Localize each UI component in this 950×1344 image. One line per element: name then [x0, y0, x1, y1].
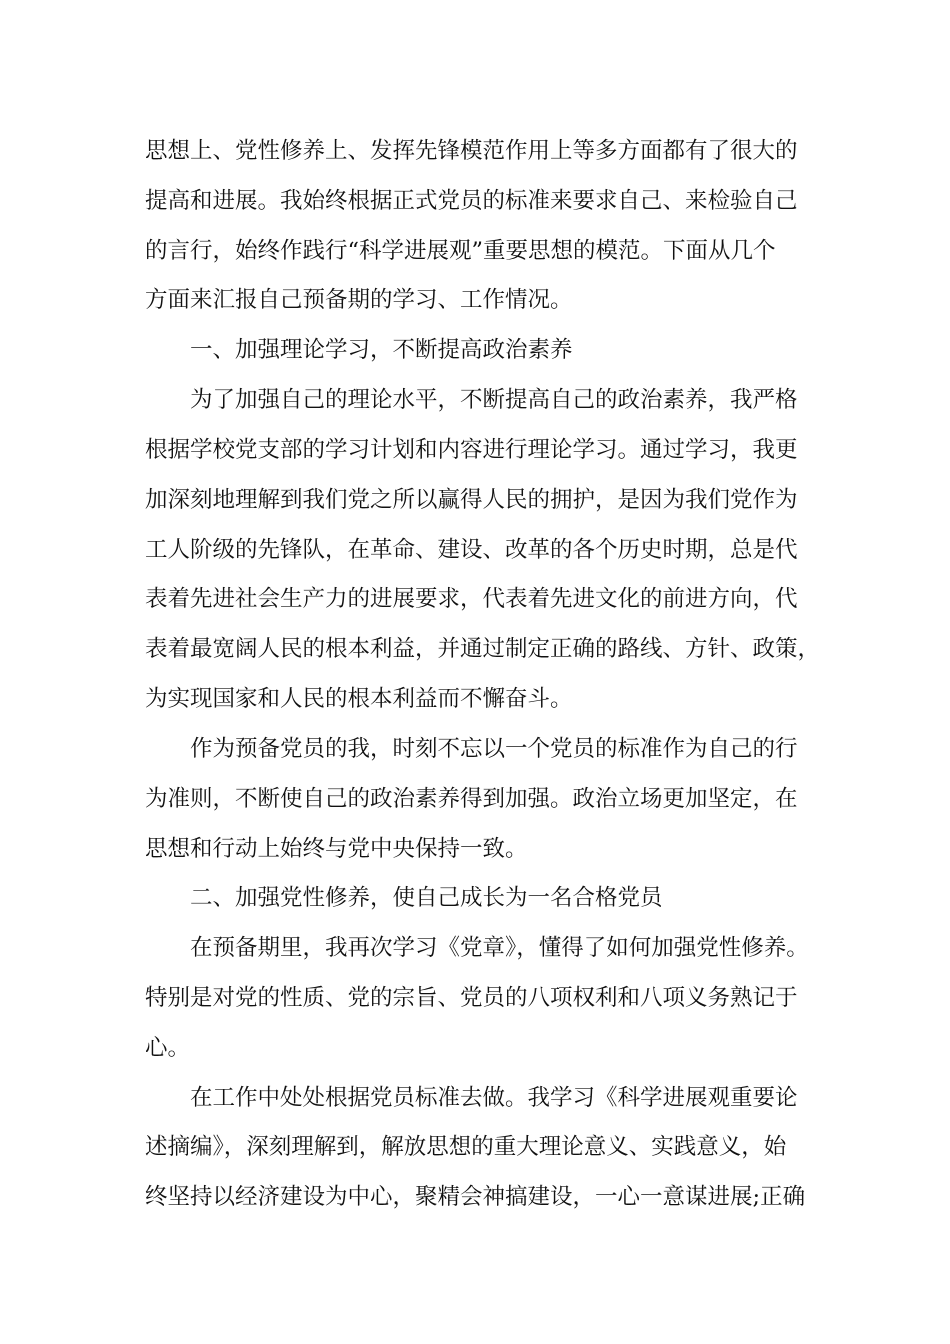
- section-heading: 一、加强理论学习，不断提高政治素养: [190, 337, 573, 363]
- text-line: 述摘编》，深刻理解到，解放思想的重大理论意义、实践意义，始: [145, 1134, 787, 1160]
- text-line: 作为预备党员的我，时刻不忘以一个党员的标准作为自己的行: [190, 736, 798, 762]
- text-line: 根据学校党支部的学习计划和内容进行理论学习。通过学习，我更: [145, 437, 798, 463]
- section-heading: 二、加强党性修养，使自己成长为一名合格党员: [190, 885, 663, 911]
- text-line: 加深刻地理解到我们党之所以赢得人民的拥护，是因为我们党作为: [145, 487, 798, 513]
- text-line: 为了加强自己的理论水平，不断提高自己的政治素养，我严格: [190, 387, 798, 413]
- text-line: 表着先进社会生产力的进展要求，代表着先进文化的前进方向，代: [145, 586, 798, 612]
- text-line: 为实现国家和人民的根本利益而不懈奋斗。: [145, 686, 573, 712]
- text-line: 方面来汇报自己预备期的学习、工作情况。: [145, 287, 573, 313]
- text-line: 为准则，不断使自己的政治素养得到加强。政治立场更加坚定，在: [145, 786, 798, 812]
- text-line: 心。: [145, 1035, 191, 1061]
- text-line: 思想和行动上始终与党中央保持一致。: [145, 836, 528, 862]
- text-line: 的言行，始终作践行“科学进展观”重要思想的模范。下面从几个: [145, 238, 776, 264]
- text-line: 工人阶级的先锋队，在革命、建设、改革的各个历史时期，总是代: [145, 537, 798, 563]
- text-line: 终坚持以经济建设为中心，聚精会神搞建设，一心一意谋进展;正确: [145, 1184, 806, 1210]
- text-line: 提高和进展。我始终根据正式党员的标准来要求自己、来检验自己: [145, 188, 798, 214]
- text-line: 特别是对党的性质、党的宗旨、党员的八项权利和八项义务熟记于: [145, 985, 798, 1011]
- text-line: 在预备期里，我再次学习《党章》，懂得了如何加强党性修养。: [190, 935, 809, 961]
- text-line: 表着最宽阔人民的根本利益，并通过制定正确的路线、方针、政策，: [145, 636, 821, 662]
- text-line: 在工作中处处根据党员标准去做。我学习《科学进展观重要论: [190, 1085, 798, 1111]
- text-line: 思想上、党性修养上、发挥先锋模范作用上等多方面都有了很大的: [145, 138, 798, 164]
